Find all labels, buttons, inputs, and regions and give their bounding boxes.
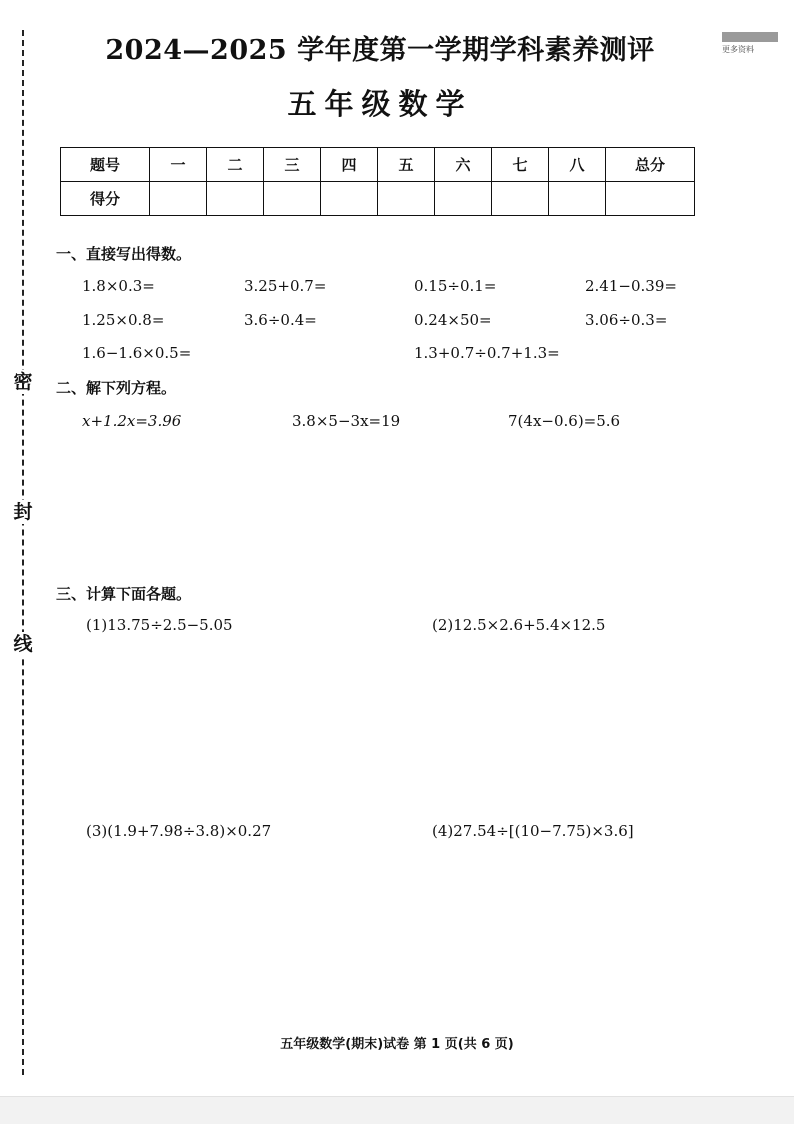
score-header-cell: 六 bbox=[435, 148, 492, 182]
calc-problem-item: (1)13.75÷2.5−5.05 bbox=[86, 616, 233, 634]
score-table bbox=[60, 147, 695, 216]
exam-title: 2024—2025 学年度第一学期学科素养测评 bbox=[105, 35, 655, 66]
score-cell[interactable] bbox=[321, 182, 378, 216]
equation-item: x+1.2x=3.96 bbox=[82, 412, 182, 430]
oral-calc-item: 1.6−1.6×0.5= bbox=[82, 344, 192, 362]
page-footer: 五年级数学(期末)试卷 第 1 页(共 6 页) bbox=[280, 1037, 514, 1052]
oral-calc-item: 1.8×0.3= bbox=[82, 277, 155, 295]
score-header-cell: 总分 bbox=[606, 148, 695, 182]
score-cell[interactable] bbox=[435, 182, 492, 216]
score-cell[interactable] bbox=[606, 182, 695, 216]
score-table-header-row bbox=[61, 148, 695, 182]
oral-calc-item: 0.24×50= bbox=[414, 311, 492, 329]
watermark-blur bbox=[722, 32, 778, 42]
calc-problem-item: (4)27.54÷[(10−7.75)×3.6] bbox=[432, 822, 634, 840]
section1-heading: 一、直接写出得数。 bbox=[56, 245, 192, 263]
score-header-cell: 四 bbox=[321, 148, 378, 182]
oral-calc-item: 1.25×0.8= bbox=[82, 311, 165, 329]
calc-problem-item: (2)12.5×2.6+5.4×12.5 bbox=[432, 616, 606, 634]
calc-problem-item: (3)(1.9+7.98÷3.8)×0.27 bbox=[86, 822, 272, 840]
score-cell[interactable] bbox=[378, 182, 435, 216]
equation-item: 3.8×5−3x=19 bbox=[292, 412, 401, 430]
section3-heading: 三、计算下面各题。 bbox=[56, 585, 192, 603]
oral-calc-item: 2.41−0.39= bbox=[585, 277, 677, 295]
exam-subtitle: 五年级数学 bbox=[287, 87, 473, 121]
equation-item: 7(4x−0.6)=5.6 bbox=[508, 412, 621, 430]
score-row-label: 得分 bbox=[61, 182, 150, 216]
score-header-cell: 八 bbox=[549, 148, 606, 182]
score-header-cell: 七 bbox=[492, 148, 549, 182]
oral-calc-item: 3.06÷0.3= bbox=[585, 311, 668, 329]
score-cell[interactable] bbox=[549, 182, 606, 216]
score-header-cell: 题号 bbox=[61, 148, 150, 182]
oral-calc-item: 3.6÷0.4= bbox=[244, 311, 317, 329]
score-cell[interactable] bbox=[492, 182, 549, 216]
seal-char-mi: 密 bbox=[13, 371, 33, 393]
oral-calc-item: 3.25+0.7= bbox=[244, 277, 327, 295]
seal-char-feng: 封 bbox=[13, 501, 33, 523]
viewer-bottom-band bbox=[0, 1096, 794, 1124]
score-header-cell: 五 bbox=[378, 148, 435, 182]
oral-calc-item: 0.15÷0.1= bbox=[414, 277, 497, 295]
seal-char-xian: 线 bbox=[13, 633, 33, 655]
oral-calc-item: 1.3+0.7÷0.7+1.3= bbox=[414, 344, 560, 362]
score-header-cell: 一 bbox=[150, 148, 207, 182]
section2-heading: 二、解下列方程。 bbox=[56, 379, 177, 397]
score-header-cell: 三 bbox=[264, 148, 321, 182]
seal-dashed-line bbox=[22, 30, 24, 1075]
watermark-text: 更多资料 bbox=[722, 45, 754, 54]
score-table-score-row bbox=[61, 182, 695, 216]
watermark-logo bbox=[722, 32, 792, 56]
score-cell[interactable] bbox=[207, 182, 264, 216]
score-cell[interactable] bbox=[150, 182, 207, 216]
score-cell[interactable] bbox=[264, 182, 321, 216]
score-header-cell: 二 bbox=[207, 148, 264, 182]
